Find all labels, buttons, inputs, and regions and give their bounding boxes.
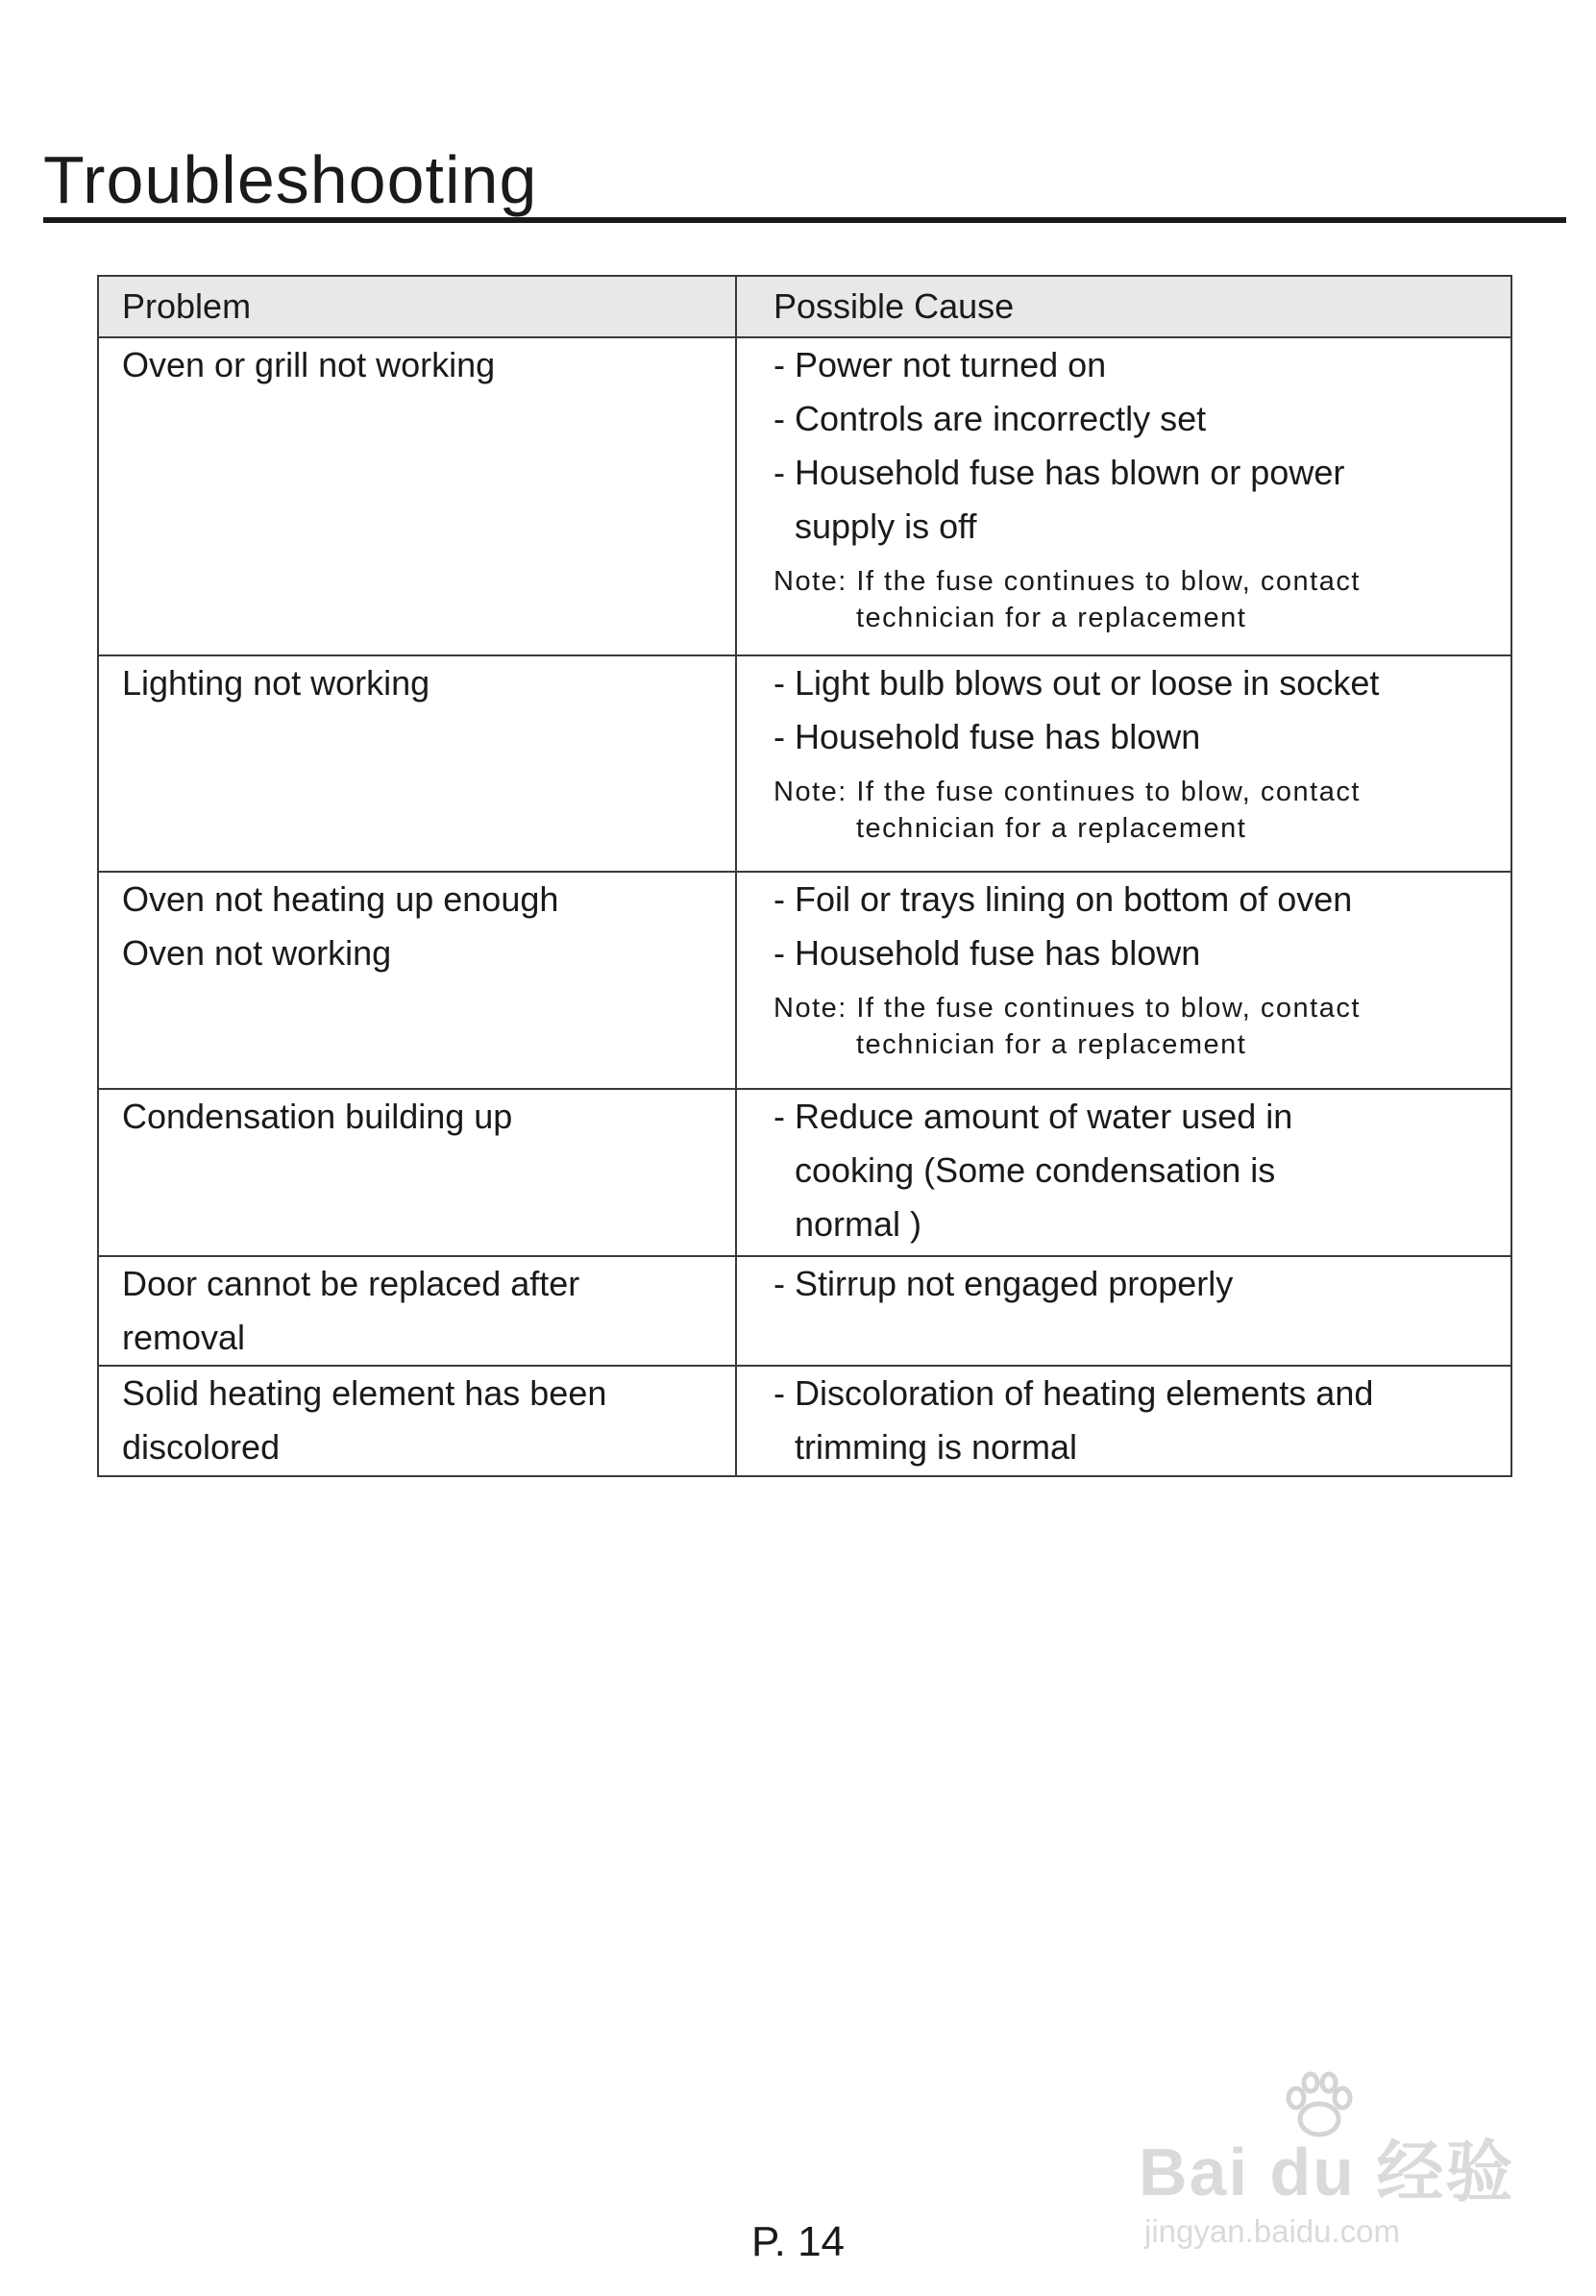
table-row xyxy=(98,1256,1511,1366)
cause-cell xyxy=(736,1366,1511,1476)
table-row xyxy=(98,1089,1511,1256)
fuse-note: Note: If the fuse continues to blow, contact technician for a replacement xyxy=(773,777,1361,844)
cause-item: - Foil or trays lining on bottom of oven xyxy=(773,879,1353,919)
table-row xyxy=(98,655,1511,872)
problem-text: Lighting not working xyxy=(122,663,430,703)
table-row xyxy=(98,337,1511,655)
page-title: Troubleshooting xyxy=(43,141,538,217)
table-row xyxy=(98,1366,1511,1476)
watermark-brand: Bai du 经验 xyxy=(1139,2135,1515,2210)
cause-item: - Household fuse has blown xyxy=(773,933,1201,973)
table-header-row xyxy=(98,276,1511,337)
cause-cell xyxy=(736,337,1511,655)
fuse-note: Note: If the fuse continues to blow, contact technician for a replacement xyxy=(773,566,1361,633)
problem-text: Oven not heating up enough xyxy=(122,879,559,919)
cause-item: - Controls are incorrectly set xyxy=(773,399,1207,438)
cause-cell xyxy=(736,655,1511,872)
fuse-note: Note: If the fuse continues to blow, contact technician for a replacement xyxy=(773,993,1361,1060)
cause-item: - Stirrup not engaged properly xyxy=(773,1264,1234,1303)
cause-item: - Reduce amount of water used in cooking (Some condensation is normal ) xyxy=(773,1097,1293,1244)
paw-icon xyxy=(1281,2071,1358,2138)
problem-cell xyxy=(98,872,736,1089)
header-possible-cause: Possible Cause xyxy=(736,276,1511,337)
cause-cell xyxy=(736,872,1511,1089)
header-problem: Problem xyxy=(98,276,736,337)
page-number: P. 14 xyxy=(750,2218,846,2265)
problem-cell xyxy=(98,1089,736,1256)
cause-cell xyxy=(736,1089,1511,1256)
cause-item: - Household fuse has blown xyxy=(773,717,1201,756)
troubleshooting-table xyxy=(97,275,1512,1477)
cause-item: - Household fuse has blown or power supply is off xyxy=(773,453,1345,546)
title-divider xyxy=(43,217,1566,223)
problem-text: Oven not working xyxy=(122,933,392,973)
problem-cell xyxy=(98,337,736,655)
problem-text: Door cannot be replaced after removal xyxy=(122,1264,580,1357)
cause-cell xyxy=(736,1256,1511,1366)
baidu-watermark xyxy=(1139,2071,1542,2249)
cause-item: - Discoloration of heating elements and trimming is normal xyxy=(773,1373,1374,1467)
problem-cell xyxy=(98,1366,736,1476)
problem-text: Condensation building up xyxy=(122,1097,513,1136)
watermark-url: jingyan.baidu.com xyxy=(1144,2213,1400,2249)
problem-cell xyxy=(98,1256,736,1366)
problem-text: Oven or grill not working xyxy=(122,345,496,384)
cause-item: - Power not turned on xyxy=(773,345,1107,384)
problem-cell xyxy=(98,655,736,872)
problem-text: Solid heating element has been discolored xyxy=(122,1373,607,1467)
cause-item: - Light bulb blows out or loose in socket xyxy=(773,663,1380,703)
table-row xyxy=(98,872,1511,1089)
